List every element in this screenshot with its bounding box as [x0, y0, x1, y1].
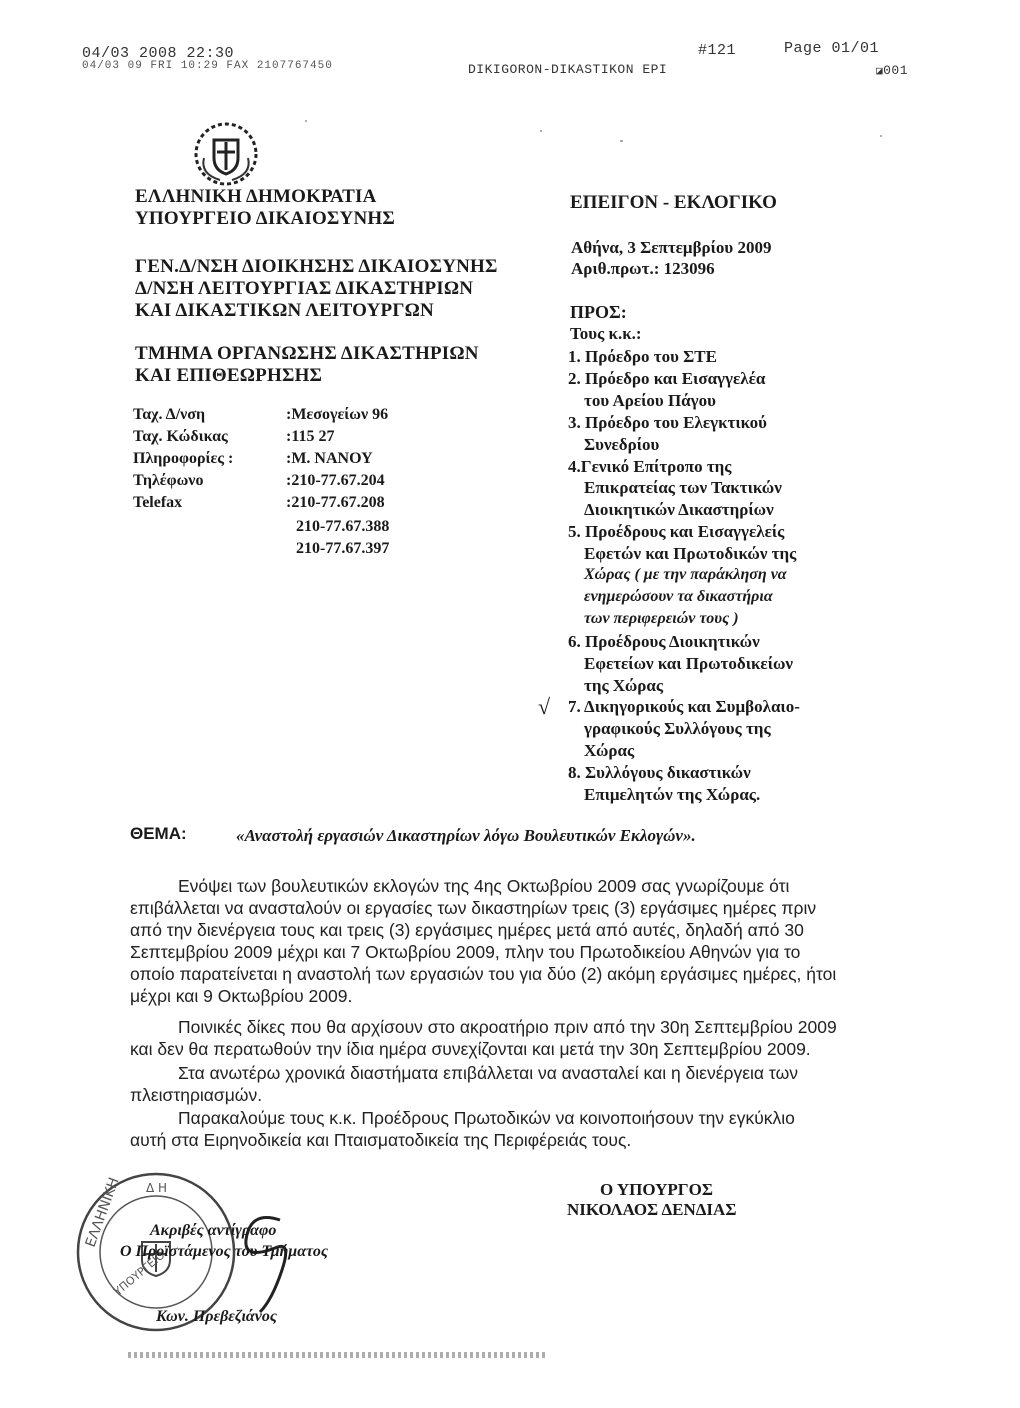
- letterhead-section-1: ΤΜΗΜΑ ΟΡΓΑΝΩΣΗΣ ΔΙΚΑΣΤΗΡΙΩΝ: [135, 343, 479, 364]
- contact-value: :Μ. ΝΑΝΟΥ: [286, 450, 373, 467]
- body-line: από την διενέργεια τους και τρεις (3) εργάσιμες ημέρες μετά από αυτές, δηλαδή από 30: [130, 920, 804, 940]
- recipients-heading: ΠΡΟΣ:: [570, 302, 627, 322]
- fax-sender: DIKIGORON-DIKASTIKON EPI: [468, 62, 668, 77]
- recipient-line: της Χώρας: [584, 675, 664, 695]
- recipient-line: των περιφερειών τους ): [584, 609, 739, 627]
- signatory-name: ΝΙΚΟΛΑΟΣ ΔΕΝΔΙΑΣ: [567, 1200, 737, 1219]
- recipient-line: ενημερώσουν τα δικαστήρια: [584, 587, 773, 605]
- body-line: και δεν θα περατωθούν την ίδια ημέρα συνεχίζονται και μετά την 30η Σεπτεμβρίου 2009.: [130, 1039, 811, 1059]
- contact-label: Telefax: [133, 494, 183, 511]
- body-line: πλειστηριασμών.: [130, 1085, 263, 1105]
- certifier-role: Ο Προϊστάμενος του Τμήματος: [120, 1243, 329, 1260]
- contact-value: :210-77.67.208: [286, 494, 385, 511]
- recipient-line: 3. Πρόεδρο του Ελεγκτικού: [568, 412, 767, 432]
- recipient-line: γραφικούς Συλλόγους της: [584, 719, 771, 739]
- fax-icon: ◪: [876, 66, 884, 78]
- recipient-line: Εφετείων και Πρωτοδικείων: [584, 653, 793, 673]
- recipient-line: Επιμελητών της Χώρας.: [584, 785, 761, 804]
- recipient-line: 8. Συλλόγους δικαστικών: [568, 763, 751, 783]
- body-line: επιβάλλεται να ανασταλούν οι εργασίες των δικαστηρίων τρεις (3) εργάσιμες ημέρες πριν: [130, 898, 817, 918]
- fax-noise: [540, 130, 542, 132]
- recipient-line: 1. Πρόεδρο του ΣΤΕ: [568, 347, 717, 366]
- letterhead-dept-3: ΚΑΙ ΔΙΚΑΣΤΙΚΩΝ ΛΕΙΤΟΥΡΓΩΝ: [135, 300, 434, 321]
- recipient-line: Επικρατείας των Τακτικών: [584, 478, 782, 498]
- document-date: Αθήνα, 3 Σεπτεμβρίου 2009: [571, 238, 772, 257]
- fax-page-id: [876, 63, 908, 78]
- contact-value: 210-77.67.388: [296, 518, 390, 535]
- fax-job-number: #121: [698, 42, 737, 59]
- recipient-line: 7. Δικηγορικούς και Συμβολαιο-: [568, 697, 800, 717]
- letterhead-dept-1: ΓΕΝ.Δ/ΝΣΗ ΔΙΟΙΚΗΣΗΣ ΔΙΚΑΙΟΣΥΝΗΣ: [135, 256, 498, 277]
- letterhead-section-2: ΚΑΙ ΕΠΙΘΕΩΡΗΣΗΣ: [135, 365, 323, 386]
- contact-label: Ταχ. Δ/νση: [133, 406, 206, 423]
- body-line: Σεπτεμβρίου 2009 μέχρι και 7 Οκτωβρίου 2009, πλην του Πρωτοδικείου Αθηνών για το: [130, 942, 801, 962]
- fax-noise: [880, 135, 882, 137]
- recipient-line: Διοικητικών Δικαστηρίων: [584, 500, 774, 520]
- body-line: Παρακαλούμε τους κ.κ. Προέδρους Πρωτοδικών να κοινοποιήσουν την εγκύκλιο: [178, 1108, 795, 1128]
- svg-text:ΕΛΛΗΝΙΚΗ: ΕΛΛΗΝΙΚΗ: [82, 1175, 123, 1250]
- recipient-line: 5. Προέδρους και Εισαγγελείς: [568, 522, 785, 542]
- recipient-line: Εφετών και Πρωτοδικών της: [584, 544, 797, 564]
- svg-text:Δ Η: Δ Η: [146, 1181, 168, 1195]
- contact-value: :210-77.67.204: [286, 472, 385, 489]
- scan-artifact: [128, 1352, 548, 1358]
- recipient-line: 4.Γενικό Επίτροπο της: [568, 456, 732, 476]
- recipient-line: Χώρας ( με την παράκληση να: [584, 566, 787, 583]
- svg-text:ΥΠΟΥΡΓΕΙΟ: ΥΠΟΥΡΓΕΙΟ: [111, 1248, 168, 1299]
- letterhead-dept-2: Δ/ΝΣΗ ΛΕΙΤΟΥΡΓΙΑΣ ΔΙΚΑΣΤΗΡΙΩΝ: [135, 278, 474, 299]
- contact-label: Ταχ. Κώδικας: [133, 428, 228, 445]
- body-line: Στα ανωτέρω χρονικά διαστήματα επιβάλλεται να ανασταλεί και η διενέργεια των: [178, 1063, 798, 1083]
- recipients-intro: Τους κ.κ.:: [570, 324, 642, 343]
- contact-value: 210-77.67.397: [296, 540, 390, 557]
- checkmark-icon: √: [538, 694, 551, 719]
- certified-copy: Ακριβές αντίγραφο: [150, 1222, 277, 1239]
- letterhead-ministry: ΥΠΟΥΡΓΕΙΟ ΔΙΚΑΙΟΣΥΝΗΣ: [135, 208, 395, 229]
- fax-noise: [620, 140, 623, 142]
- fax-noise: [305, 120, 307, 122]
- fax-page: Page 01/01: [784, 40, 880, 57]
- certifier-name: Κων. Πρεβεζιάνος: [156, 1308, 277, 1325]
- contact-label: Πληροφορίες :: [133, 450, 234, 467]
- recipient-line: του Αρείου Πάγου: [584, 390, 716, 410]
- fax-datetime: 04/03 2008 22:30: [82, 45, 235, 62]
- fax-page-id-text: 001: [883, 63, 909, 78]
- contact-value: :Μεσογείων 96: [286, 406, 389, 423]
- letterhead-republic: ΕΛΛΗΝΙΚΗ ΔΗΜΟΚΡΑΤΙΑ: [135, 186, 377, 207]
- recipient-line: 2. Πρόεδρο και Εισαγγελέα: [568, 368, 766, 388]
- body-line: αυτή στα Ειρηνοδικεία και Πταισματοδικεία της Περιφέρειάς τους.: [130, 1130, 632, 1150]
- coat-of-arms-icon: [190, 118, 262, 190]
- recipient-line: 6. Προέδρους Διοικητικών: [568, 631, 760, 651]
- body-line: οποίο παρατείνεται η αναστολή των εργασιών του για δύο (2) ακόμη εργάσιμες ημέρες, ήτοι: [130, 964, 837, 984]
- contact-label: Τηλέφωνο: [133, 472, 204, 489]
- body-line: μέχρι και 9 Οκτωβρίου 2009.: [130, 986, 353, 1006]
- body-line: Ενόψει των βουλευτικών εκλογών της 4ης Οκτωβρίου 2009 σας γνωρίζουμε ότι: [178, 876, 790, 896]
- signatory-title: Ο ΥΠΟΥΡΓΟΣ: [600, 1180, 713, 1199]
- body-line: Ποινικές δίκες που θα αρχίσουν στο ακροατήριο πριν από την 30η Σεπτεμβρίου 2009: [178, 1017, 837, 1037]
- contact-value: :115 27: [286, 428, 335, 445]
- recipient-line: Συνεδρίου: [584, 434, 660, 454]
- subject-text: «Αναστολή εργασιών Δικαστηρίων λόγω Βουλευτικών Εκλογών».: [236, 826, 696, 845]
- recipient-line: Χώρας: [584, 741, 635, 761]
- protocol-number: Αριθ.πρωτ.: 123096: [571, 259, 715, 278]
- subject-label: ΘΕΜΑ:: [130, 824, 187, 843]
- urgency-label: ΕΠΕΙΓΟΝ - ΕΚΛΟΓΙΚΟ: [570, 192, 777, 213]
- fax-line-2: 04/03 09 FRI 10:29 FAX 2107767450: [82, 60, 333, 72]
